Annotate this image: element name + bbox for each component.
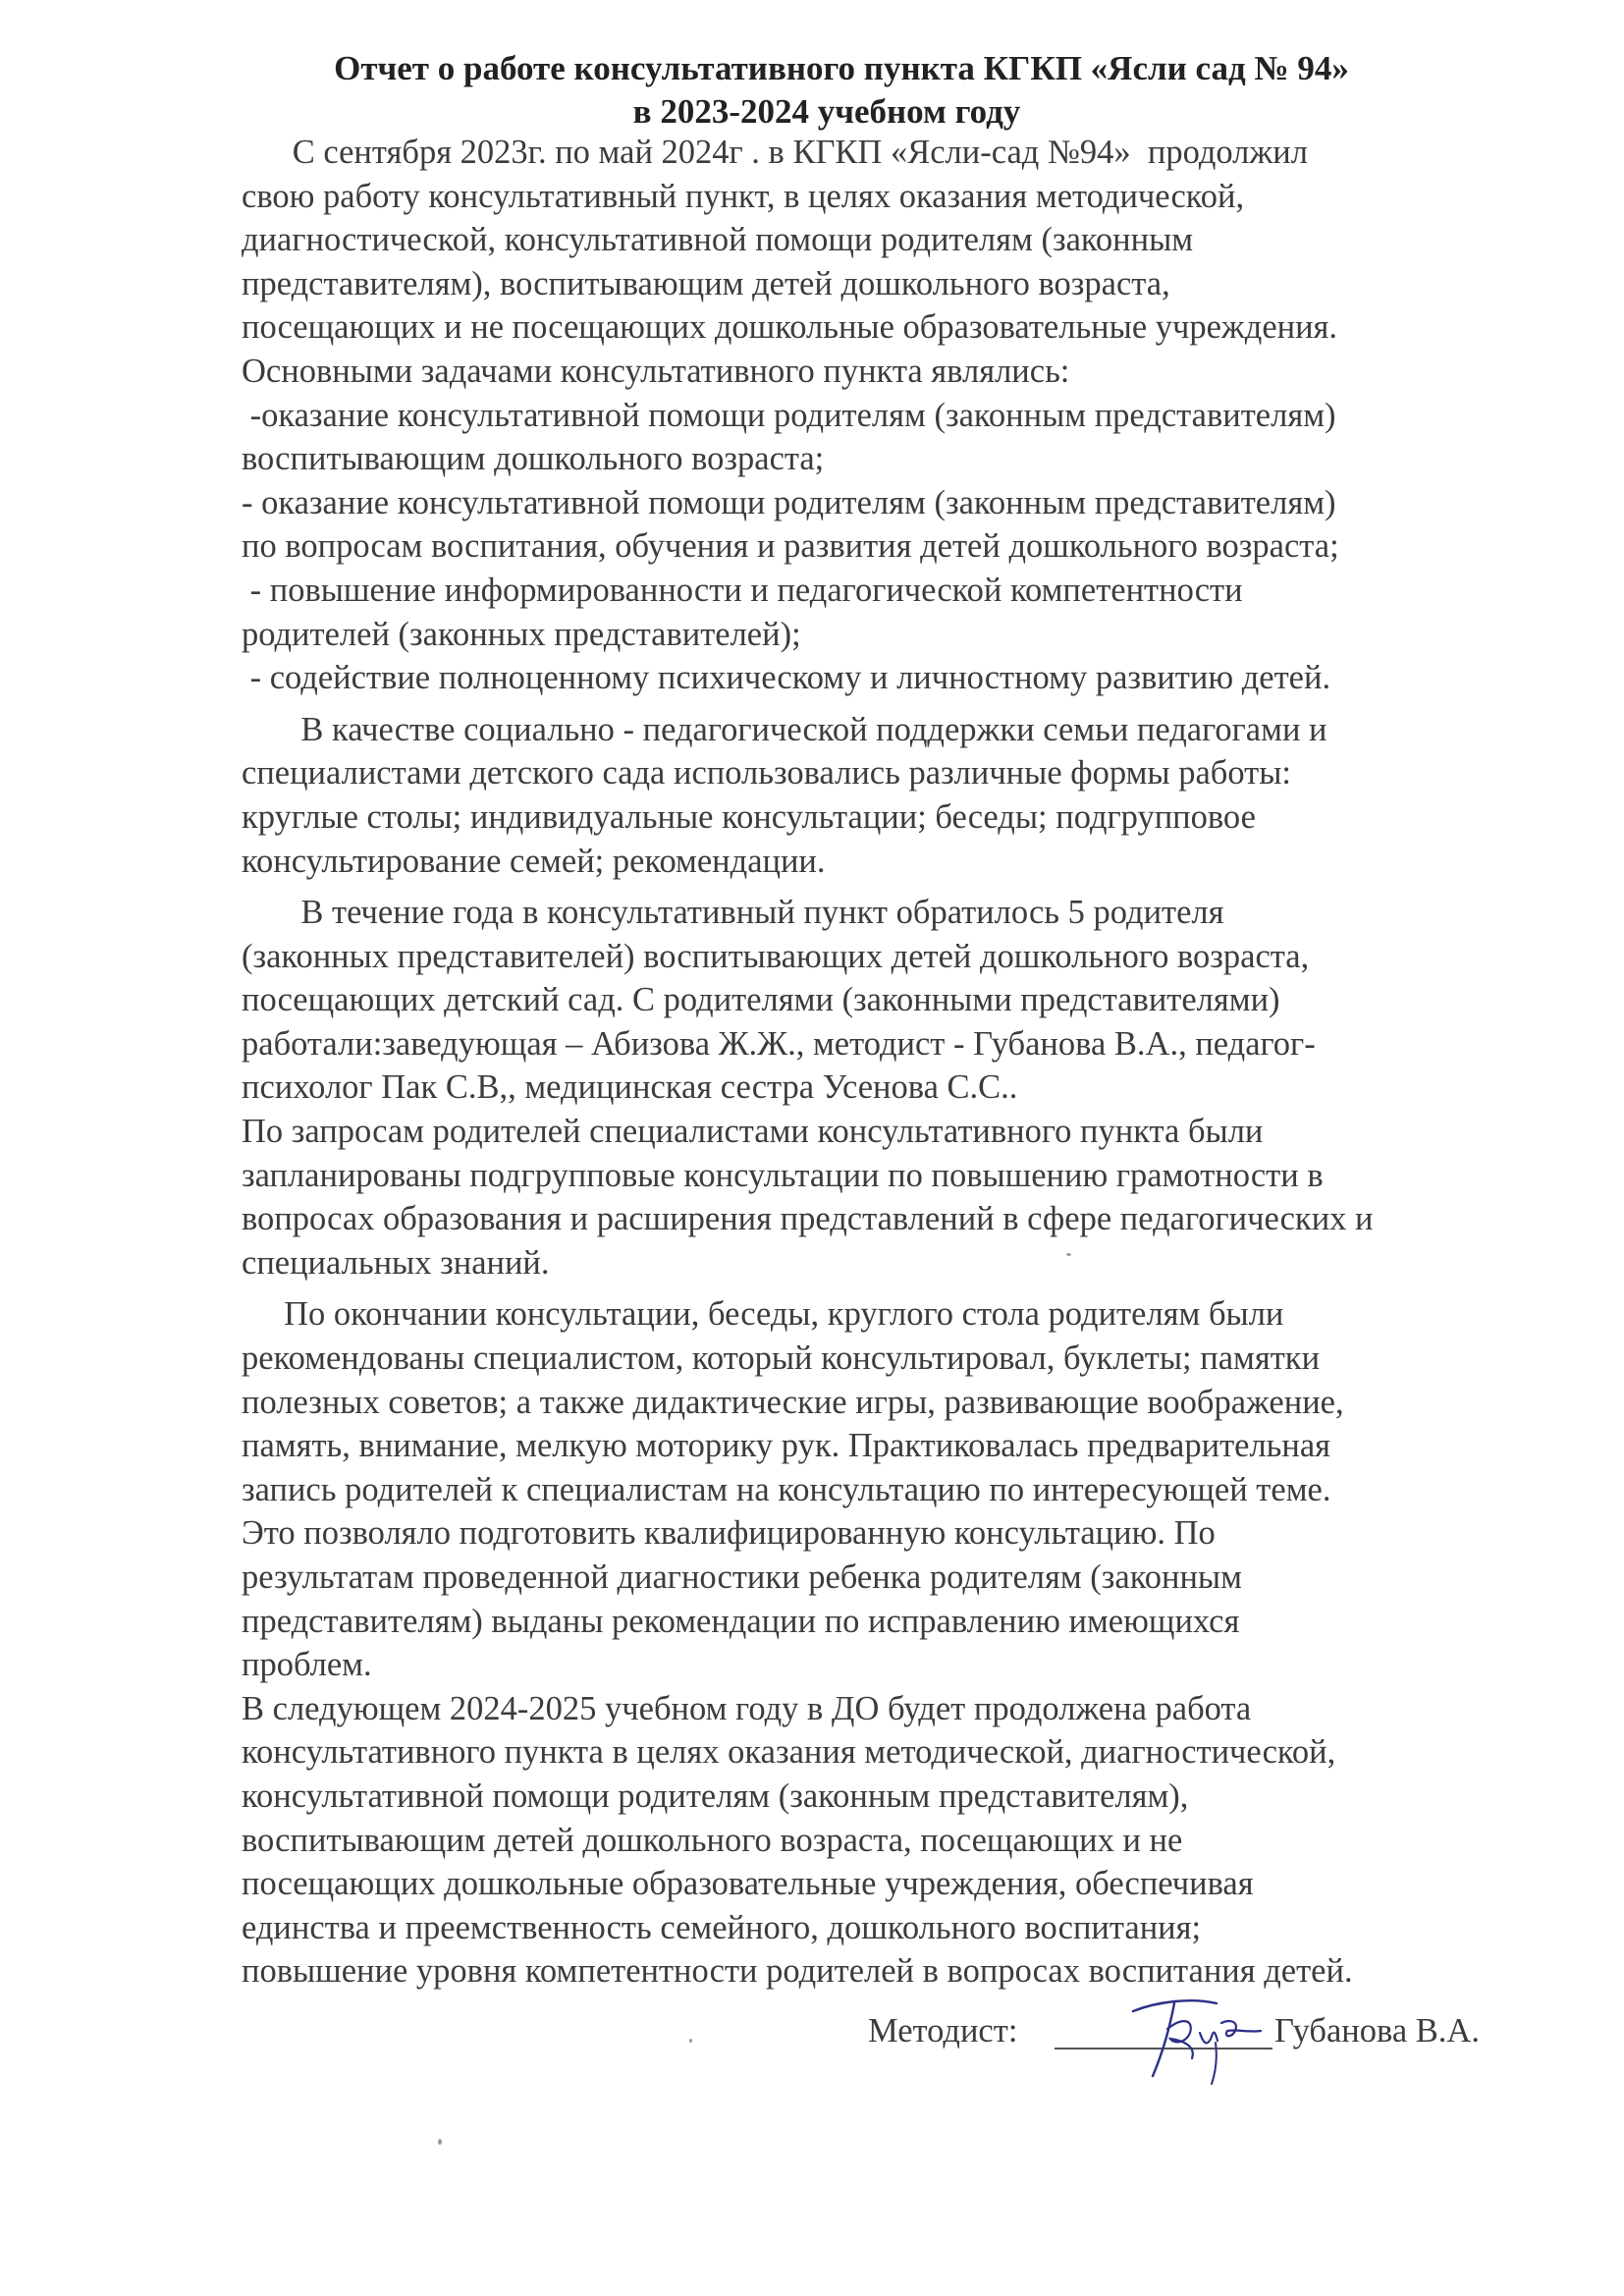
text-line: - оказание консультативной помощи родителям (законным представителям) xyxy=(242,483,1336,521)
scan-speck xyxy=(1066,1253,1071,1256)
text-line: представителям), воспитывающим детей дошкольного возраста, xyxy=(242,264,1170,302)
text-line: повышение уровня компетентности родителей в вопросах воспитания детей. xyxy=(242,1952,1353,1991)
text-line: воспитывающим детей дошкольного возраста, посещающих и не xyxy=(242,1821,1183,1859)
document-title xyxy=(0,47,1624,134)
text-line: проблем. xyxy=(242,1646,372,1684)
paragraph-gap xyxy=(242,700,1547,708)
scan-speck xyxy=(689,2039,692,2043)
text-line: полезных советов; а также дидактические игры, развивающие воображение, xyxy=(242,1383,1344,1421)
text-line: специалистами детского сада использовались различные формы работы: xyxy=(242,754,1291,793)
text-line: диагностической, консультативной помощи родителям (законным xyxy=(242,221,1194,259)
text-line: вопросах образования и расширения представлений в сфере педагогических и xyxy=(242,1200,1374,1238)
text-line: В качестве социально - педагогической поддержки семьи педагогами и xyxy=(242,710,1327,748)
paragraph-1 xyxy=(242,131,1547,700)
text-line: посещающих и не посещающих дошкольные образовательные учреждения. xyxy=(242,308,1338,347)
text-line: по вопросам воспитания, обучения и развития детей дошкольного возраста; xyxy=(242,527,1339,566)
text-line: специальных знаний. xyxy=(242,1243,550,1282)
text-line: результатам проведенной диагностики ребенка родителям (законным xyxy=(242,1558,1242,1596)
text-line: родителей (законных представителей); xyxy=(242,615,801,653)
text-line: С сентября 2023г. по май 2024г . в КГКП «Ясли-сад №94» продолжил xyxy=(242,134,1308,171)
signature-label: Методист: xyxy=(868,2012,1018,2050)
text-line: запись родителей к специалистам на консультацию по интересующей теме. xyxy=(242,1470,1331,1508)
text-line: консультативной помощи родителям (законным представителям), xyxy=(242,1777,1189,1815)
paragraph-gap xyxy=(242,1285,1547,1292)
title-line-2: в 2023-2024 учебном году xyxy=(632,92,1021,131)
text-line: работали:заведующая – Абизова Ж.Ж., методист - Губанова В.А., педагог- xyxy=(242,1024,1316,1063)
text-line: свою работу консультативный пункт, в целях оказания методической, xyxy=(242,177,1245,215)
text-line: Это позволяло подготовить квалифицированную консультацию. По xyxy=(242,1514,1216,1553)
text-line: консультативного пункта в целях оказания методической, диагностической, xyxy=(242,1733,1336,1772)
text-line: рекомендованы специалистом, который консультировал, буклеты; памятки xyxy=(242,1339,1321,1378)
text-line: По окончании консультации, беседы, круглого стола родителям были xyxy=(242,1295,1284,1334)
signature-name: Губанова В.А. xyxy=(1274,2012,1480,2050)
text-line: круглые столы; индивидуальные консультации; беседы; подгрупповое xyxy=(242,797,1256,836)
text-line: единства и преемственность семейного, дошкольного воспитания; xyxy=(242,1908,1202,1946)
text-line: По запросам родителей специалистами консультативного пункта были xyxy=(242,1113,1264,1151)
paragraph-3 xyxy=(242,891,1547,1285)
text-line: посещающих детский сад. С родителями (законными представителями) xyxy=(242,981,1280,1019)
title-line-1: Отчет о работе консультативного пункта КГКП «Ясли сад № 94» xyxy=(334,49,1349,87)
text-line: консультирование семей; рекомендации. xyxy=(242,842,826,880)
scan-speck xyxy=(438,2139,442,2145)
text-line: - повышение информированности и педагогической компетентности xyxy=(242,571,1243,609)
text-line: В следующем 2024-2025 учебном году в ДО будет продолжена работа xyxy=(242,1689,1252,1727)
paragraph-gap xyxy=(242,883,1547,891)
text-line: память, внимание, мелкую моторику рук. Практиковалась предварительная xyxy=(242,1427,1331,1465)
paragraph-2 xyxy=(242,708,1547,883)
text-line: воспитывающим дошкольного возраста; xyxy=(242,440,825,478)
text-line: В течение года в консультативный пункт обратилось 5 родителя xyxy=(242,894,1224,932)
text-line: посещающих дошкольные образовательные учреждения, обеспечивая xyxy=(242,1865,1254,1903)
text-line: (законных представителей) воспитывающих детей дошкольного возраста, xyxy=(242,937,1310,975)
paragraph-4 xyxy=(242,1292,1547,1994)
document-body xyxy=(242,131,1547,1994)
text-line: психолог Пак С.В,, медицинская сестра Усенова С.С.. xyxy=(242,1068,1018,1107)
text-line: представителям) выданы рекомендации по исправлению имеющихся xyxy=(242,1602,1240,1640)
text-line: запланированы подгрупповые консультации по повышению грамотности в xyxy=(242,1156,1324,1194)
text-line: -оказание консультативной помощи родителям (законным представителям) xyxy=(242,396,1336,434)
handwritten-signature xyxy=(1113,1990,1290,2088)
text-line: Основными задачами консультативного пункта являлись: xyxy=(242,352,1070,390)
text-line: - содействие полноценному психическому и личностному развитию детей. xyxy=(242,659,1331,697)
